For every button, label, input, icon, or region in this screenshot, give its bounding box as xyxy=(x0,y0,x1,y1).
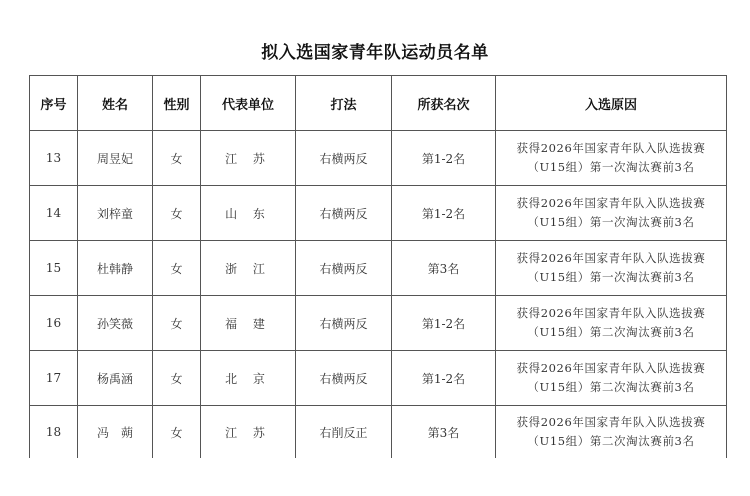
cell-rank: 第1-2名 xyxy=(392,351,496,406)
cell-style: 右横两反 xyxy=(296,296,392,351)
table-row xyxy=(30,241,727,296)
cell-style: 右横两反 xyxy=(296,131,392,186)
reason-line-1: 获得2026年国家青年队入队选拔赛 xyxy=(516,196,706,210)
cell-no: 18 xyxy=(30,406,78,459)
cell-unit: 山 东 xyxy=(201,186,296,241)
reason-line-2: （U15组）第二次淘汰赛前3名 xyxy=(527,434,695,448)
cell-name: 孙笑薇 xyxy=(78,296,153,351)
cell-unit: 福 建 xyxy=(201,296,296,351)
cell-unit: 江 苏 xyxy=(201,131,296,186)
cell-style: 右横两反 xyxy=(296,241,392,296)
cell-rank: 第1-2名 xyxy=(392,296,496,351)
reason-line-2: （U15组）第一次淘汰赛前3名 xyxy=(527,215,695,229)
cell-unit: 江 苏 xyxy=(201,406,296,459)
cell-gender: 女 xyxy=(153,351,201,406)
cell-style: 右横两反 xyxy=(296,186,392,241)
table-row xyxy=(30,296,727,351)
reason-line-1: 获得2026年国家青年队入队选拔赛 xyxy=(516,361,706,375)
cell-name: 杜韩静 xyxy=(78,241,153,296)
cell-no: 13 xyxy=(30,131,78,186)
header-cell-name: 姓名 xyxy=(78,76,153,131)
cell-reason xyxy=(496,296,727,351)
cell-reason xyxy=(496,186,727,241)
header-cell-no: 序号 xyxy=(30,76,78,131)
header-cell-rank: 所获名次 xyxy=(392,76,496,131)
athlete-table xyxy=(29,75,727,458)
header-row xyxy=(30,76,727,131)
reason-line-2: （U15组）第二次淘汰赛前3名 xyxy=(527,325,695,339)
cell-no: 17 xyxy=(30,351,78,406)
cell-rank: 第3名 xyxy=(392,406,496,459)
cell-unit: 浙 江 xyxy=(201,241,296,296)
reason-line-1: 获得2026年国家青年队入队选拔赛 xyxy=(516,415,706,429)
page-title: 拟入选国家青年队运动员名单 xyxy=(261,43,489,63)
cell-rank: 第1-2名 xyxy=(392,186,496,241)
cell-style: 右横两反 xyxy=(296,351,392,406)
cell-unit: 北 京 xyxy=(201,351,296,406)
cell-no: 16 xyxy=(30,296,78,351)
reason-line-1: 获得2026年国家青年队入队选拔赛 xyxy=(516,251,706,265)
reason-line-1: 获得2026年国家青年队入队选拔赛 xyxy=(516,306,706,320)
cell-rank: 第1-2名 xyxy=(392,131,496,186)
cell-reason xyxy=(496,131,727,186)
cell-name: 周昱妃 xyxy=(78,131,153,186)
cell-no: 14 xyxy=(30,186,78,241)
header-cell-gender: 性别 xyxy=(153,76,201,131)
header-cell-unit: 代表单位 xyxy=(201,76,296,131)
reason-line-2: （U15组）第一次淘汰赛前3名 xyxy=(527,160,695,174)
header-cell-style: 打法 xyxy=(296,76,392,131)
table-row xyxy=(30,351,727,406)
table-row xyxy=(30,406,727,459)
header-cell-reason: 入选原因 xyxy=(496,76,727,131)
cell-reason xyxy=(496,406,727,459)
cell-reason xyxy=(496,351,727,406)
cell-name: 冯 蒴 xyxy=(78,406,153,459)
cell-gender: 女 xyxy=(153,406,201,459)
cell-rank: 第3名 xyxy=(392,241,496,296)
cell-reason xyxy=(496,241,727,296)
reason-line-2: （U15组）第二次淘汰赛前3名 xyxy=(527,380,695,394)
cell-gender: 女 xyxy=(153,296,201,351)
reason-line-1: 获得2026年国家青年队入队选拔赛 xyxy=(516,141,706,155)
cell-gender: 女 xyxy=(153,131,201,186)
cell-name: 刘梓童 xyxy=(78,186,153,241)
cell-gender: 女 xyxy=(153,186,201,241)
table-row xyxy=(30,131,727,186)
cell-gender: 女 xyxy=(153,241,201,296)
cell-name: 杨禹涵 xyxy=(78,351,153,406)
reason-line-2: （U15组）第一次淘汰赛前3名 xyxy=(527,270,695,284)
table-row xyxy=(30,186,727,241)
cell-no: 15 xyxy=(30,241,78,296)
cell-style: 右削反正 xyxy=(296,406,392,459)
